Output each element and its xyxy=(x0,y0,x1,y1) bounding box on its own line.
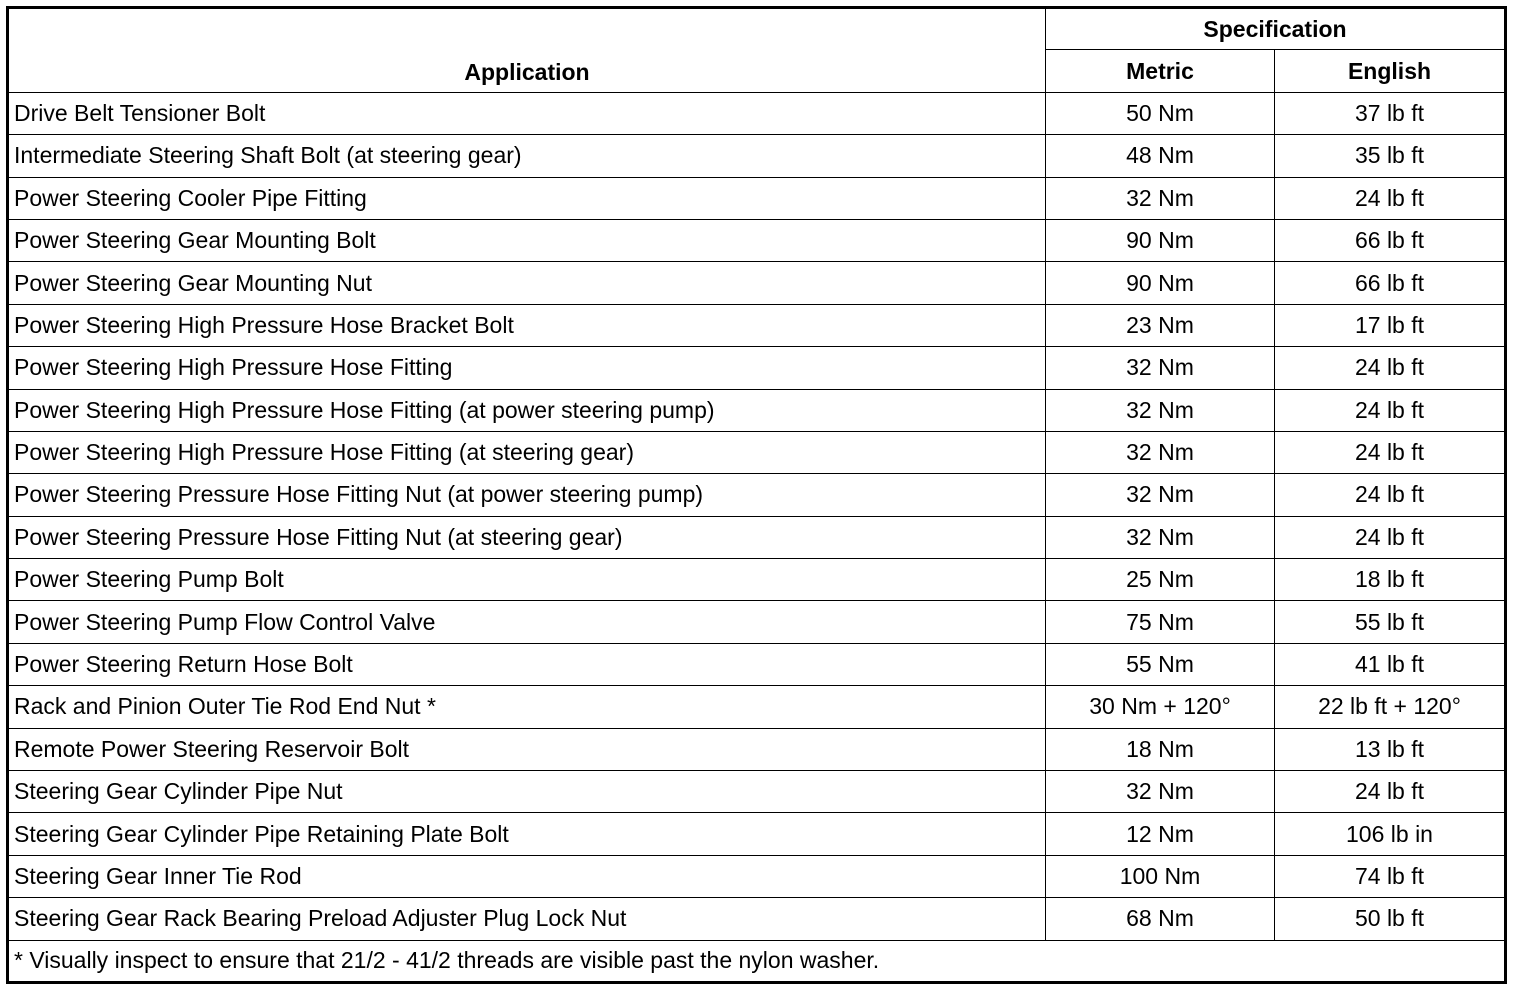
application-cell: Drive Belt Tensioner Bolt xyxy=(8,92,1046,134)
english-cell: 66 lb ft xyxy=(1275,219,1506,261)
metric-cell: 23 Nm xyxy=(1046,304,1275,346)
spec-table-body xyxy=(8,92,1506,940)
application-cell: Rack and Pinion Outer Tie Rod End Nut * xyxy=(8,686,1046,728)
specification-header: Specification xyxy=(1046,8,1506,50)
english-cell: 13 lb ft xyxy=(1275,728,1506,770)
table-row xyxy=(8,516,1506,558)
english-cell: 24 lb ft xyxy=(1275,431,1506,473)
metric-cell: 90 Nm xyxy=(1046,219,1275,261)
english-cell: 74 lb ft xyxy=(1275,855,1506,897)
english-header: English xyxy=(1275,50,1506,92)
metric-cell: 12 Nm xyxy=(1046,813,1275,855)
application-cell: Steering Gear Rack Bearing Preload Adjuster Plug Lock Nut xyxy=(8,898,1046,940)
english-cell: 18 lb ft xyxy=(1275,559,1506,601)
application-cell: Power Steering High Pressure Hose Fitting (at power steering pump) xyxy=(8,389,1046,431)
application-cell: Intermediate Steering Shaft Bolt (at steering gear) xyxy=(8,135,1046,177)
english-cell: 22 lb ft + 120° xyxy=(1275,686,1506,728)
metric-cell: 30 Nm + 120° xyxy=(1046,686,1275,728)
application-cell: Power Steering Gear Mounting Bolt xyxy=(8,219,1046,261)
application-cell: Power Steering Cooler Pipe Fitting xyxy=(8,177,1046,219)
footnote: * Visually inspect to ensure that 21/2 - 41/2 threads are visible past the nylon washer. xyxy=(8,940,1506,982)
english-cell: 17 lb ft xyxy=(1275,304,1506,346)
english-cell: 55 lb ft xyxy=(1275,601,1506,643)
english-cell: 24 lb ft xyxy=(1275,177,1506,219)
table-row xyxy=(8,135,1506,177)
table-row xyxy=(8,177,1506,219)
table-row xyxy=(8,347,1506,389)
table-row xyxy=(8,686,1506,728)
metric-cell: 68 Nm xyxy=(1046,898,1275,940)
table-row xyxy=(8,389,1506,431)
application-cell: Power Steering Pump Flow Control Valve xyxy=(8,601,1046,643)
english-cell: 106 lb in xyxy=(1275,813,1506,855)
application-cell: Power Steering High Pressure Hose Fitting (at steering gear) xyxy=(8,431,1046,473)
english-cell: 41 lb ft xyxy=(1275,643,1506,685)
application-cell: Power Steering Pump Bolt xyxy=(8,559,1046,601)
application-cell: Steering Gear Cylinder Pipe Nut xyxy=(8,771,1046,813)
header-row-top xyxy=(8,8,1506,50)
footnote-row xyxy=(8,940,1506,982)
metric-cell: 32 Nm xyxy=(1046,177,1275,219)
english-cell: 66 lb ft xyxy=(1275,262,1506,304)
table-row xyxy=(8,431,1506,473)
metric-cell: 90 Nm xyxy=(1046,262,1275,304)
application-cell: Power Steering High Pressure Hose Fitting xyxy=(8,347,1046,389)
metric-cell: 25 Nm xyxy=(1046,559,1275,601)
table-row xyxy=(8,92,1506,134)
english-cell: 24 lb ft xyxy=(1275,516,1506,558)
english-cell: 24 lb ft xyxy=(1275,474,1506,516)
metric-cell: 55 Nm xyxy=(1046,643,1275,685)
metric-cell: 50 Nm xyxy=(1046,92,1275,134)
application-header: Application xyxy=(8,8,1046,93)
table-row xyxy=(8,474,1506,516)
english-cell: 35 lb ft xyxy=(1275,135,1506,177)
application-cell: Steering Gear Inner Tie Rod xyxy=(8,855,1046,897)
table-row xyxy=(8,643,1506,685)
metric-cell: 32 Nm xyxy=(1046,516,1275,558)
metric-cell: 75 Nm xyxy=(1046,601,1275,643)
application-cell: Steering Gear Cylinder Pipe Retaining Plate Bolt xyxy=(8,813,1046,855)
table-row xyxy=(8,728,1506,770)
table-row xyxy=(8,898,1506,940)
table-row xyxy=(8,219,1506,261)
english-cell: 50 lb ft xyxy=(1275,898,1506,940)
metric-cell: 32 Nm xyxy=(1046,431,1275,473)
table-row xyxy=(8,262,1506,304)
metric-cell: 18 Nm xyxy=(1046,728,1275,770)
application-cell: Remote Power Steering Reservoir Bolt xyxy=(8,728,1046,770)
metric-cell: 32 Nm xyxy=(1046,389,1275,431)
application-cell: Power Steering Pressure Hose Fitting Nut (at steering gear) xyxy=(8,516,1046,558)
english-cell: 24 lb ft xyxy=(1275,389,1506,431)
table-row xyxy=(8,813,1506,855)
metric-cell: 32 Nm xyxy=(1046,771,1275,813)
table-row xyxy=(8,559,1506,601)
english-cell: 24 lb ft xyxy=(1275,347,1506,389)
table-row xyxy=(8,601,1506,643)
metric-cell: 32 Nm xyxy=(1046,347,1275,389)
application-cell: Power Steering Return Hose Bolt xyxy=(8,643,1046,685)
metric-cell: 48 Nm xyxy=(1046,135,1275,177)
english-cell: 37 lb ft xyxy=(1275,92,1506,134)
table-row xyxy=(8,855,1506,897)
english-cell: 24 lb ft xyxy=(1275,771,1506,813)
application-cell: Power Steering Gear Mounting Nut xyxy=(8,262,1046,304)
table-row xyxy=(8,771,1506,813)
metric-cell: 100 Nm xyxy=(1046,855,1275,897)
application-cell: Power Steering High Pressure Hose Bracket Bolt xyxy=(8,304,1046,346)
table-row xyxy=(8,304,1506,346)
torque-spec-table xyxy=(6,6,1507,984)
metric-header: Metric xyxy=(1046,50,1275,92)
metric-cell: 32 Nm xyxy=(1046,474,1275,516)
application-cell: Power Steering Pressure Hose Fitting Nut (at power steering pump) xyxy=(8,474,1046,516)
